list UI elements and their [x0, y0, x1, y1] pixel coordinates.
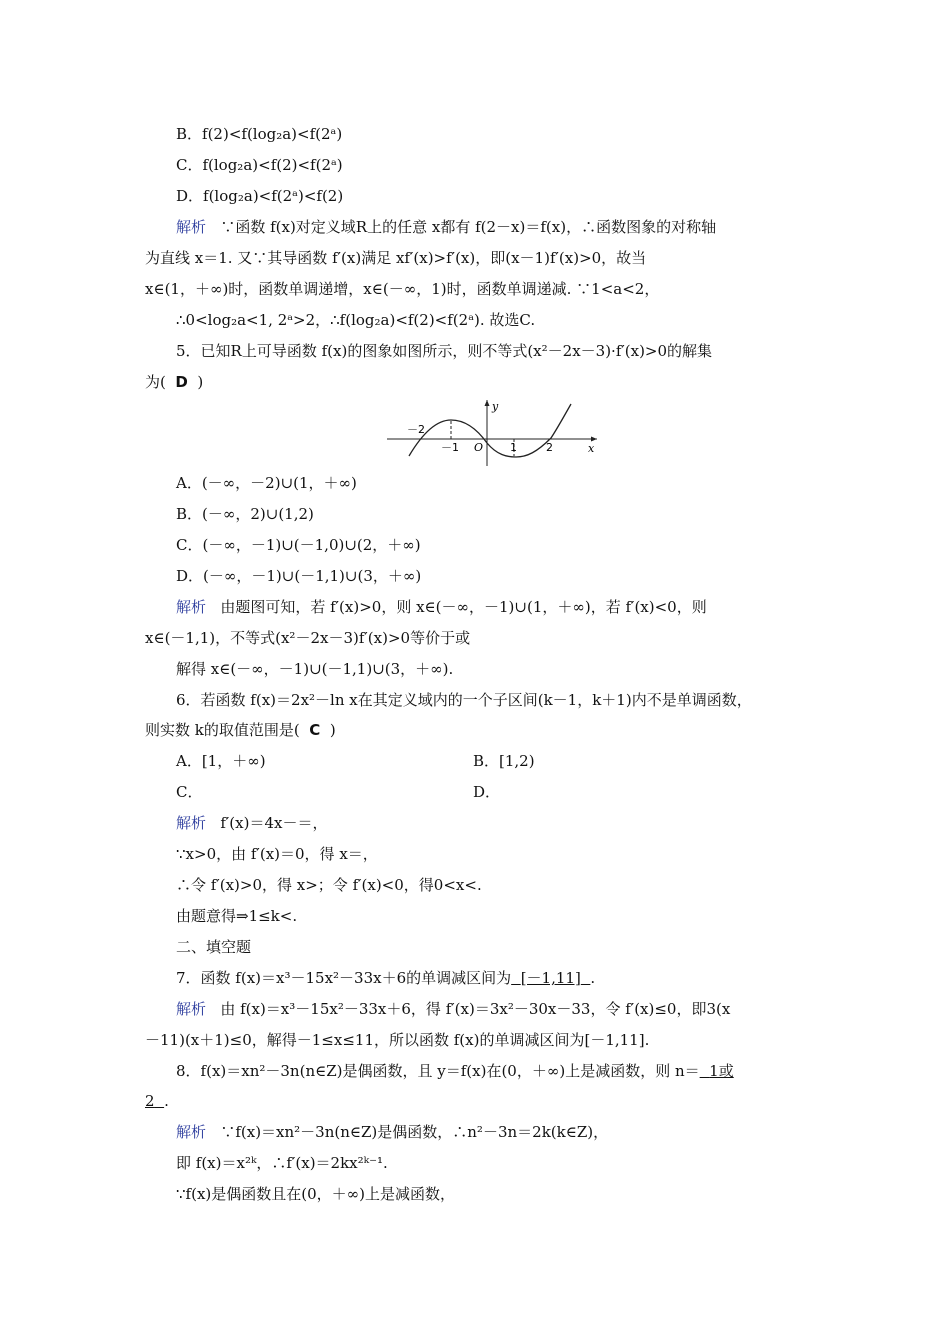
label-minus-2: －2: [407, 423, 425, 436]
q8-solution-line-3: ∵f(x)是偶函数且在(0，＋∞)上是减函数，: [176, 1185, 456, 1203]
q6-option-c: C．: [176, 783, 203, 801]
q8-solution-line-2: 即 f(x)＝x²ᵏ，∴f′(x)＝2kx²ᵏ⁻¹.: [176, 1154, 388, 1172]
q5-option-a: A．(－∞，－2)∪(1，＋∞): [176, 474, 357, 492]
label-2: 2: [546, 441, 553, 454]
stem-text: .: [590, 969, 596, 987]
section-heading: 二、填空题: [176, 938, 252, 956]
q5-stem-line-2: [145, 372, 203, 392]
stem-text: ): [329, 721, 336, 739]
solution-label: 解析: [176, 1123, 207, 1141]
q6-stem-line-1: 6．若函数 f(x)＝2x²－ln x在其定义域内的一个子区间(k－1，k＋1)内不是单调函数，: [176, 691, 752, 709]
q5-solution-line-2: x∈(－1,1)，不等式(x²－2x－3)f′(x)>0等价于或: [145, 629, 471, 647]
solution-text: ∵函数 f(x)对定义域R上的任意 x都有 f(2－x)＝f(x)，∴函数图象的对称轴: [220, 218, 717, 236]
q6-answer: C: [309, 721, 321, 739]
solution-label: 解析: [176, 598, 207, 616]
solution-text: ∵f(x)＝xn²－3n(n∈Z)是偶函数，∴n²－3n＝2k(k∈Z)，: [220, 1123, 609, 1141]
q8-answer-part-1: [700, 1062, 734, 1080]
q7-answer: [511, 969, 590, 987]
q6-stem-line-2: [145, 720, 336, 740]
q4-solution-line-2: 为直线 x＝1. 又∵其导函数 f′(x)满足 xf′(x)>f′(x)，即(x－1)f′(x)>0，故当: [145, 249, 647, 267]
stem-text: ): [197, 373, 204, 391]
answer-text: [－1,11]: [520, 969, 581, 987]
solution-label: 解析: [176, 814, 207, 832]
q8-solution-line-1: [176, 1122, 608, 1142]
q5-solution-line-3: 解得 x∈(－∞，－1)∪(－1,1)∪(3，＋∞).: [176, 660, 454, 678]
answer-text: 2: [145, 1092, 155, 1110]
stem-text: 为(: [145, 373, 166, 391]
solution-label: 解析: [176, 218, 207, 236]
label-y: y: [492, 400, 499, 413]
q4-option-c: C．f(log₂a)<f(2)<f(2ᵃ): [176, 156, 343, 174]
solution-label: 解析: [176, 1000, 207, 1018]
stem-text: 则实数 k的取值范围是(: [145, 721, 300, 739]
label-x: x: [588, 442, 595, 455]
q4-option-d: D．f(log₂a)<f(2ᵃ)<f(2): [176, 187, 344, 205]
q5-solution-line-1: [176, 597, 707, 617]
q7-solution-line-2: －11)(x＋1)≤0，解得－1≤x≤11，所以函数 f(x)的单调减区间为[－1,11].: [145, 1031, 650, 1049]
answer-text: 1或: [709, 1062, 734, 1080]
solution-text: 由 f(x)＝x³－15x²－33x＋6，得 f′(x)＝3x²－30x－33，令 f′(x)≤0，即3(x: [220, 1000, 731, 1018]
q5-option-c: C．(－∞，－1)∪(－1,0)∪(2，＋∞): [176, 536, 421, 554]
q6-solution-line-1: [176, 813, 327, 833]
q6-option-b: B．[1,2): [473, 752, 535, 770]
q4-option-b: B．f(2)<f(log₂a)<f(2ᵃ): [176, 125, 343, 143]
q6-solution-line-3: ∴令 f′(x)>0，得 x>；令 f′(x)<0，得0<x<.: [176, 876, 482, 894]
solution-text: 由题图可知，若 f′(x)>0，则 x∈(－∞，－1)∪(1，＋∞)，若 f′(x)<0，则: [220, 598, 707, 616]
q7-stem: [176, 968, 595, 988]
q8-stem-line-1: [176, 1061, 734, 1081]
q6-option-a: A．[1，＋∞): [176, 752, 266, 770]
label-origin: O: [474, 441, 484, 454]
q5-option-d: D．(－∞，－1)∪(－1,1)∪(3，＋∞): [176, 567, 422, 585]
stem-text: 7．函数 f(x)＝x³－15x²－33x＋6的单调减区间为: [176, 969, 512, 987]
stem-text: 8．f(x)＝xn²－3n(n∈Z)是偶函数，且 y＝f(x)在(0，＋∞)上是减函数，则 n＝: [176, 1062, 700, 1080]
label-1: 1: [510, 441, 517, 454]
q5-stem-line-1: 5．已知R上可导函数 f(x)的图象如图所示，则不等式(x²－2x－3)·f′(x)>0的解集: [176, 342, 713, 360]
label-minus-1: －1: [441, 441, 459, 454]
q4-solution-line-4: ∴0<log₂a<1, 2ᵃ>2，∴f(log₂a)<f(2)<f(2ᵃ). 故选C.: [176, 311, 536, 329]
derivative-graph-figure: [385, 396, 600, 468]
solution-text: f′(x)＝4x－＝，: [220, 814, 328, 832]
q6-option-d: D．: [473, 783, 501, 801]
q8-answer-part-2: [145, 1092, 164, 1110]
q5-option-b: B．(－∞，2)∪(1,2): [176, 505, 314, 523]
q4-solution-line-3: x∈(1，＋∞)时，函数单调递增，x∈(－∞，1)时，函数单调递减. ∵1<a<2，: [145, 280, 660, 298]
q6-solution-line-4: 由题意得⇒1≤k<.: [176, 907, 298, 925]
q8-stem-line-2: [145, 1091, 169, 1111]
x-axis-arrow: [591, 437, 597, 442]
stem-text: .: [164, 1092, 169, 1110]
q5-answer: D: [175, 373, 188, 391]
q7-solution-line-1: [176, 999, 730, 1019]
q4-solution-line-1: [176, 217, 716, 237]
y-axis-arrow: [485, 400, 490, 406]
q6-solution-line-2: ∵x>0，由 f′(x)＝0，得 x＝，: [176, 845, 378, 863]
